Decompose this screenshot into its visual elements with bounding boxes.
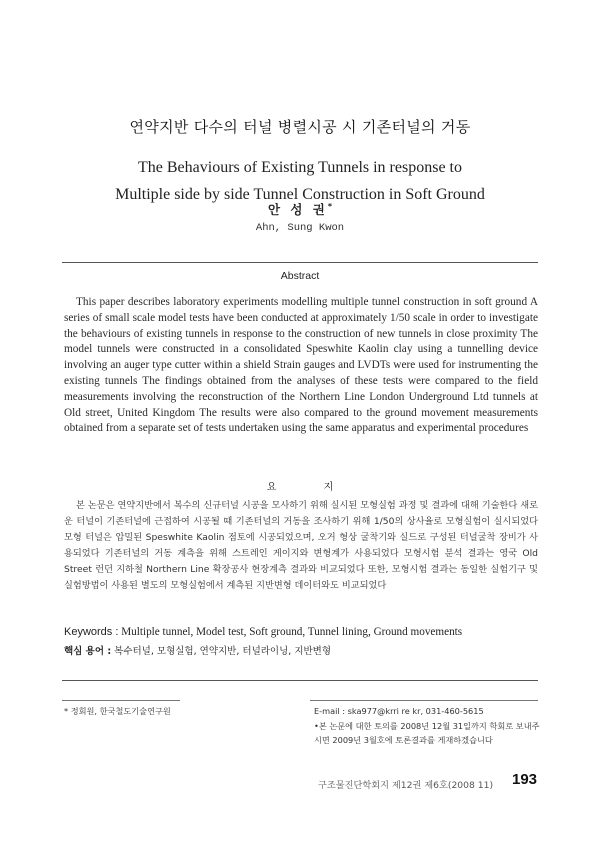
title-english-line-1: The Behaviours of Existing Tunnels in response to [138, 159, 462, 176]
footnote-rule-right [310, 700, 538, 701]
keywords-label: Keywords : [64, 626, 119, 638]
keywords-label-korean: 핵심 용어 : [64, 646, 112, 657]
author-korean [0, 200, 600, 218]
author-english: Ahn, Sung Kwon [255, 222, 345, 234]
author-marker: * [327, 201, 333, 211]
page-number: 193 [512, 771, 538, 788]
title-english-line-2: Multiple side by side Tunnel Construction in Soft Ground [115, 186, 485, 203]
keywords-text: Multiple tunnel, Model test, Soft ground, Tunnel lining, Ground movements [121, 626, 463, 638]
footnote-email: E-mail : ska977@krri re kr, 031-460-5615 [314, 706, 484, 716]
keywords-text-korean: 복수터널, 모형실험, 연약지반, 터널라이닝, 지반변형 [114, 646, 332, 657]
footnote-discussion: •본 논문에 대한 토의를 2008년 12월 31일까지 학회로 보내주시면 2009년 3월호에 토론결과를 게재하겠습니다 [314, 720, 540, 745]
footnote-affiliation: * 정회원, 한국철도기술연구원 [64, 706, 171, 716]
yoji-text: 본 논문은 연약지반에서 복수의 신규터널 시공을 모사하기 위해 실시된 모형실험 과정 및 결과에 대해 기술한다 새로운 터널이 기존터널에 근접하여 시공될 때 기존터널의 거동을 조사하기 위해 1/50의 상사율로 모형실험이 실시되었다 모형 터널은 압밀된 Speswhite Kaolin 점토에 시공되었으며, 오거 형상 굴착기와 실드로 구성된 터널굴착 장비가 사용되었다 기존터널의 거동 계측을 위해 스트레인 게이지와 변형계가 사용되었다 모형시험 분석 결과는 영국 Old Street 런던 지하철 Northern Line 확장공사 현장계측 결과와 비교되었다 또한, 모형시험 결과는 동일한 실험기구 및 실험방법이 사용된 별도의 모형실험에서 계측된 지반변형 데이터와도 비교되었다 [64, 500, 538, 591]
abstract-heading: Abstract [280, 270, 320, 282]
footnote-rule-left [62, 700, 180, 701]
keywords-korean [64, 643, 538, 657]
author-korean-name: 안 성 권 [267, 202, 328, 217]
abstract-text: This paper describes laboratory experiments modelling multiple tunnel construction in soft ground A series of small scale model tests have been conducted at approximately 1/50 scale in order to investigate the behaviours of existing tunnels in response to the construction of new tunnels in close proximity The model tunnels were constructed in a consolidated Speswhite Kaolin clay using a tunnelling device involving an auger type cutter within a shield Strain gauges and LVDTs were used for instrumenting the existing tunnels The findings obtained from the analyses of these tests were compared to the field measurements involving the reconstruction of the Northern Line London Underground Ltd tunnels at Old street, United Kingdom The results were also compared to the ground movement measurements obtained from a separate set of tests undertaken using the same apparatus and experimental procedures [64, 296, 538, 435]
yoji-heading: 요 지 [266, 482, 356, 493]
footnote-contact [314, 704, 540, 748]
keywords-english [64, 626, 538, 638]
footer-journal: 구조물진단학회지 제12권 제6호(2008 11) [318, 780, 494, 791]
paper-title-korean: 연약지반 다수의 터널 병렬시공 시 기존터널의 거동 [129, 118, 471, 136]
